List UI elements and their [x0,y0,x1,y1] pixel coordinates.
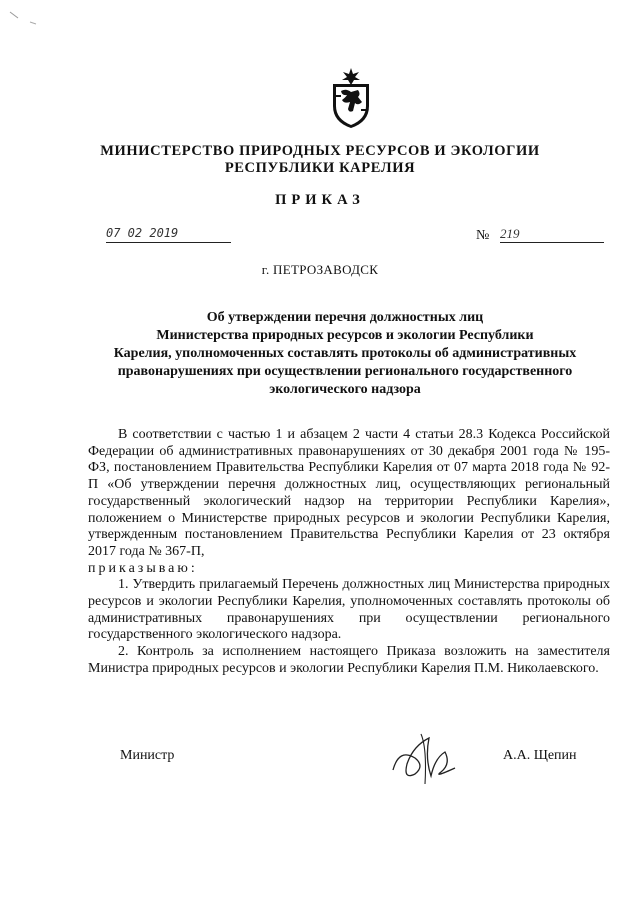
order-subject [100,309,590,399]
order-item-1: 1. Утвердить прилагаемый Перечень должностных лиц Министерства природных ресурсов и экологии Республики Карелия, уполномоченных составлять протоколы об административных правонарушениях при осуществлении регионального государственного экологического надзора. [88,577,610,643]
subject-line3: Карелия, уполномоченных составлять протоколы об административных [113,346,577,361]
ministry-name [60,143,580,177]
scan-mark [8,8,58,28]
order-item-2: 2. Контроль за исполнением настоящего Приказа возложить на заместителя Министра природных ресурсов и экологии Республики Карелия П.М. Николаевского. [88,644,610,676]
order-title: ПРИКАЗ [275,192,365,208]
subject-line1: Об утверждении перечня должностных лиц [206,310,484,325]
ministry-name-line1: МИНИСТЕРСТВО ПРИРОДНЫХ РЕСУРСОВ И ЭКОЛОГИИ [100,143,540,159]
order-number: 219 [500,226,604,243]
preamble-paragraph: В соответствии с частью 1 и абзацем 2 части 4 статьи 28.3 Кодекса Российской Федерации об административных правонарушениях от 30 декабря 2001 года № 195-ФЗ, постановлением Правительства Республики Карелия от 07 марта 2018 года № 92-П «Об утверждении перечня должностных лиц, осуществляющих региональный государственный экологический надзор на территории Республики Карелия», положением о Министерстве природных ресурсов и экологии Республики Карелия, утвержденным постановлением Правительства Республики Карелия от 23 октября 2017 года № 367-П, [88,427,610,559]
subject-line2: Министерства природных ресурсов и экологии Республики [156,328,534,343]
subject-line4: правонарушениях при осуществлении регионального государственного [117,364,573,379]
city-name: г. ПЕТРОЗАВОДСК [261,262,379,277]
karelia-coat-of-arms-icon [328,66,374,130]
signatory-role: Министр [120,748,175,763]
order-word: приказываю: [88,560,198,576]
subject-line5: экологического надзора [269,382,421,397]
handwritten-signature-icon [385,728,465,788]
ministry-name-line2: РЕСПУБЛИКИ КАРЕЛИЯ [224,160,416,176]
order-date: 07 02 2019 [106,226,231,243]
signatory-name: А.А. Щепин [503,748,577,763]
order-number-label: № [476,228,490,243]
order-body [88,427,610,678]
